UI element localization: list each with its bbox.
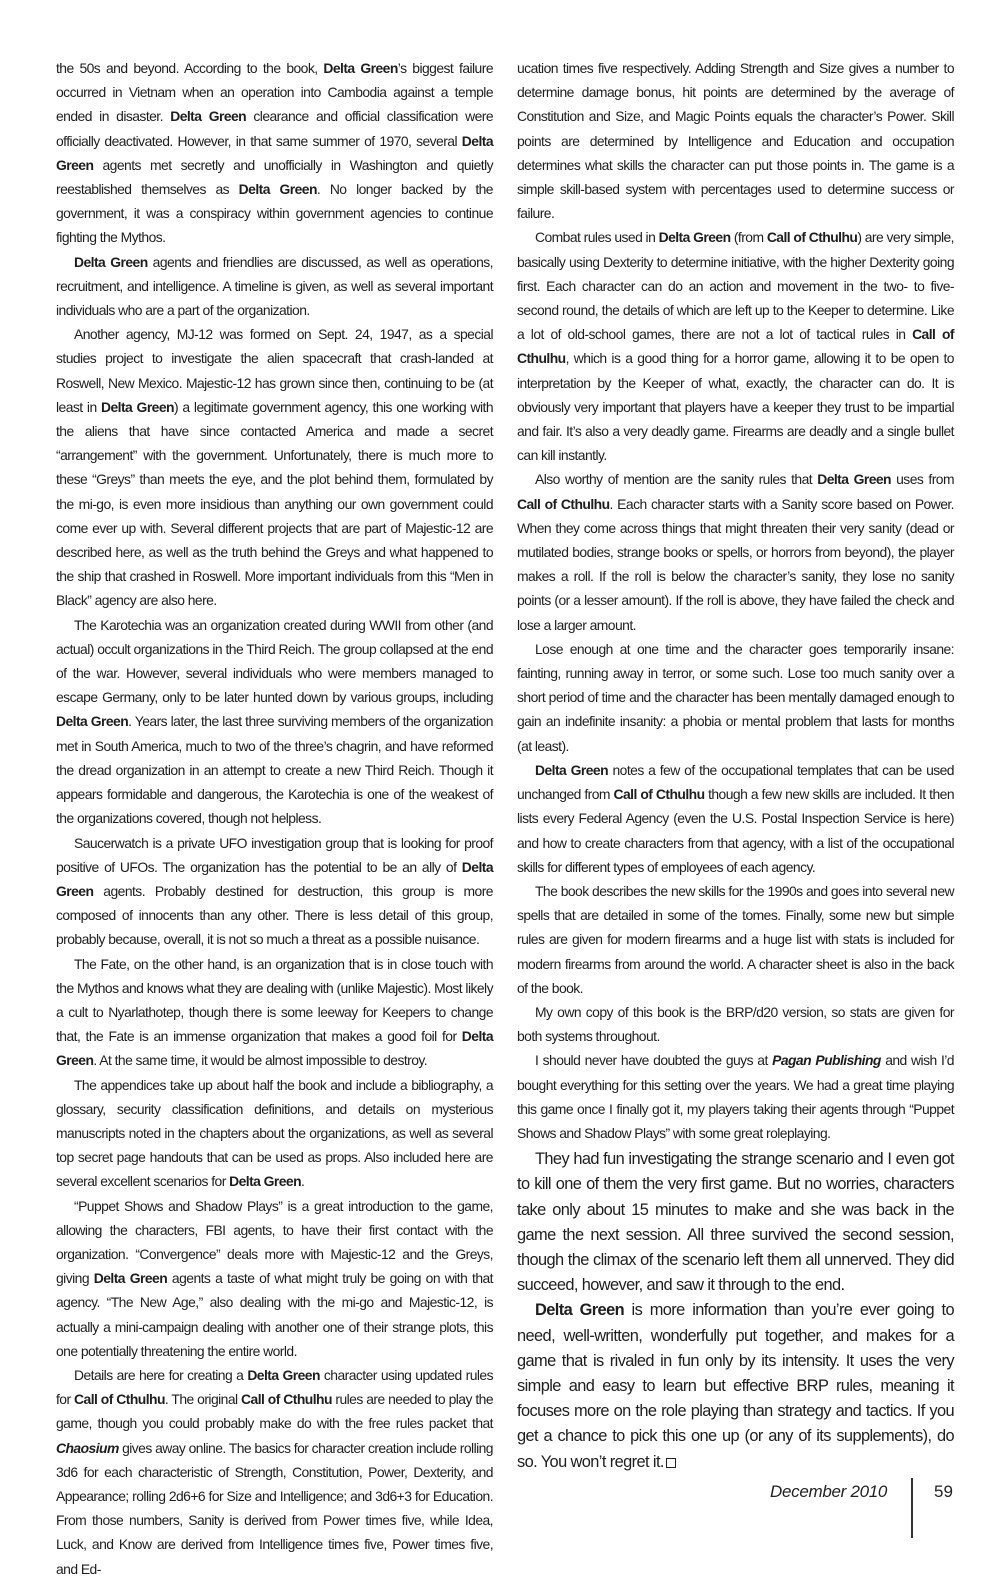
paragraph: Another agency, MJ-12 was formed on Sept. 24, 1947, as a special studies project to investigate the alien spacecraft that crash-landed at Roswell, New Mexico. Majestic-12 has grown since then, continuing to be (at least in Delta Green) a legitimate government agency, this one working with the aliens that have since contacted America and made a secret “arrangement” with the government. Unfortunately, there is much more to these “Greys” than meets the eye, and the plot behind them, formulated by the mi-go, is even more insidious than anything our own government could come ever up with. Several different projects that are part of Majestic-12 are described here, as well as the truth behind the Greys and what happened to the ship that crashed in Roswell. More important individuals from this “Men in Black” agency are also here.	[56, 326, 493, 609]
paragraph: My own copy of this book is the BRP/d20 version, so stats are given for both systems throughout.	[517, 1003, 954, 1045]
paragraph: The Fate, on the other hand, is an organization that is in close touch with the Mythos and knows what they are dealing with (unlike Majestic). Most likely a cult to Nyarlathotep, though there is some leeway for Keepers to change that, the Fate is an immense organization that makes a good foil for Delta Green. At the same time, it would be almost impossible to destroy.	[56, 955, 493, 1069]
paragraph: Also worthy of mention are the sanity rules that Delta Green uses from Call of Cthulhu. Each character starts with a Sanity score based on Power. When they come across things that might threaten their very sanity (dead or mutilated bodies, strange books or spells, or horrors from beyond), the player makes a roll. If the roll is below the character’s sanity, they lose no sanity points (or a lesser amount). If the roll is above, they have failed the check and lose a larger amount.	[517, 471, 955, 633]
paragraph: The book describes the new skills for the 1990s and goes into several new spells that are detailed in some of the tomes. Finally, some new but simple rules are given for modern firearms and a huge list with stats is included for modern firearms from around the world. A character sheet is also in the back of the book.	[517, 882, 954, 996]
paragraph: the 50s and beyond. According to the book, Delta Green’s biggest failure occurred in Vietnam when an operation into Cambodia against a temple ended in disaster. Delta Green clearance and official classification were officially deactivated. However, in that same summer of 1970, several Delta Green agents met secretly and unofficially in Washington and quietly reestablished themselves as Delta Green. No longer backed by the government, it was a conspiracy within government agencies to continue fighting the Mythos.	[56, 60, 494, 246]
paragraph: ucation times five respectively. Adding Strength and Size gives a number to determine damage bonus, hit points are determined by the average of Constitution and Size, and Magic Points equals the character’s Power. Skill points are determined by Intelligence and Education and occupation determines what skills the character can put those points in. The game is a simple skill-based system with percentages used to determine success or failure.	[517, 60, 954, 222]
paragraph: Combat rules used in Delta Green (from Call of Cthulhu) are very simple, basically using Dexterity to determine initiative, with the higher Dexterity going first. Each character can do an action and movement in the two- to five-second round, the details of which are left up to the Keeper to determine. Like a lot of old-school games, there are not a lot of tactical rules in Call of Cthulhu, which is a good thing for a horror game, allowing it to be open to interpretation by the Keeper of what, exactly, the character can do. It is obviously very important that players have a keeper they trust to be impartial and fair. It’s also a very deadly game. Firearms are deadly and a single bullet can kill instantly.	[517, 229, 954, 464]
paragraph: They had fun investigating the strange scenario and I even got to kill one of them the very first game. But no worries, characters take only about 15 minutes to make and she was back in the game the next session. All three survived the second session, though the climax of the scenario left them all unnerved. They did succeed, however, and saw it through to the end.	[517, 1150, 954, 1295]
left-column	[56, 56, 493, 1581]
paragraph: The appendices take up about half the book and include a bibliography, a glossary, security classification definitions, and details on mysterious manuscripts noted in the chapters about the organizations, as well as several top secret page handouts that can be used as props. Also included here are several excellent scenarios for Delta Green.	[56, 1076, 493, 1190]
paragraph: Delta Green notes a few of the occupational templates that can be used unchanged from Call of Cthulhu though a few new skills are included. It then lists every Federal Agency (even the U.S. Postal Inspection Service is here) and how to create characters from that agency, with a list of the occupational skills for different types of employees of each agency.	[517, 761, 955, 875]
paragraph: Delta Green is more information than you’re ever going to need, well-written, wonderfully put together, and makes for a game that is rivaled in fun only by its intensity. It uses the very simple and easy to learn but effective BRP rules, meaning it focuses more on the role playing than strategy and tactics. If you get a chance to pick this one up (or any of its supplements), do so. You won’t regret it.	[517, 1301, 955, 1471]
paragraph: “Puppet Shows and Shadow Plays” is a great introduction to the game, allowing the characters, FBI agents, to have their first contact with the organization. “Convergence” deals more with Majestic-12 and the Greys, giving Delta Green agents a taste of what might truly be going on with that agency. “The New Age,” also dealing with the mi-go and Majestic-12, is actually a mini-campaign dealing with another one of their strange plots, this one potentially threatening the entire world.	[56, 1197, 493, 1359]
right-column	[517, 56, 954, 1475]
paragraph: The Karotechia was an organization created during WWII from other (and actual) occult organizations in the Third Reich. The group collapsed at the end of the war. However, several individuals who were members managed to escape Germany, only to be later hunted down by various groups, including Delta Green. Years later, the last three surviving members of the organization met in South America, much to two of the three’s chagrin, and have reformed the dread organization in an attempt to create a new Third Reich. Though it appears formidable and dangerous, the Karotechia is one of the weakest of the organizations covered, though not helpless.	[56, 616, 493, 827]
footer-divider	[911, 1478, 913, 1538]
end-of-article-box-icon	[666, 1458, 676, 1468]
paragraph: Lose enough at one time and the character goes temporarily insane: fainting, running away in terror, or some such. Lose too much sanity over a short period of time and the character has been mentally damaged enough to gain an indefinite insanity: a phobia or mental problem that lasts for months (at least).	[517, 640, 954, 754]
paragraph: Delta Green agents and friendlies are discussed, as well as operations, recruitment, and intelligence. A timeline is given, as well as several important individuals who are a part of the organization.	[56, 253, 493, 319]
paragraph: I should never have doubted the guys at Pagan Publishing and wish I’d bought everything for this setting over the years. We had a great time playing this game once I finally got it, my players taking their agents through “Puppet Shows and Shadow Plays” with some great roleplaying.	[517, 1052, 954, 1141]
paragraph: Saucerwatch is a private UFO investigation group that is looking for proof positive of UFOs. The organization has the potential to be an ally of Delta Green agents. Probably destined for destruction, this group is more composed of innocents than any other. There is less detail of this group, probably because, overall, it is not so much a threat as a possible nuisance.	[56, 834, 493, 948]
page-number: 59	[934, 1482, 953, 1501]
paragraph: Details are here for creating a Delta Green character using updated rules for Call of Cthulhu. The original Call of Cthulhu rules are needed to play the game, though you could probably make do with the free rules packet that Chaosium gives away online. The basics for character creation include rolling 3d6 for each characteristic of Strength, Constitution, Power, Dexterity, and Appearance; rolling 2d6+6 for Size and Intelligence; and 3d6+3 for Education. From those numbers, Sanity is derived from Power times five, while Idea, Luck, and Know are derived from Intelligence times five, Power times five, and Ed-	[56, 1366, 493, 1577]
footer-date: December 2010	[770, 1482, 888, 1501]
